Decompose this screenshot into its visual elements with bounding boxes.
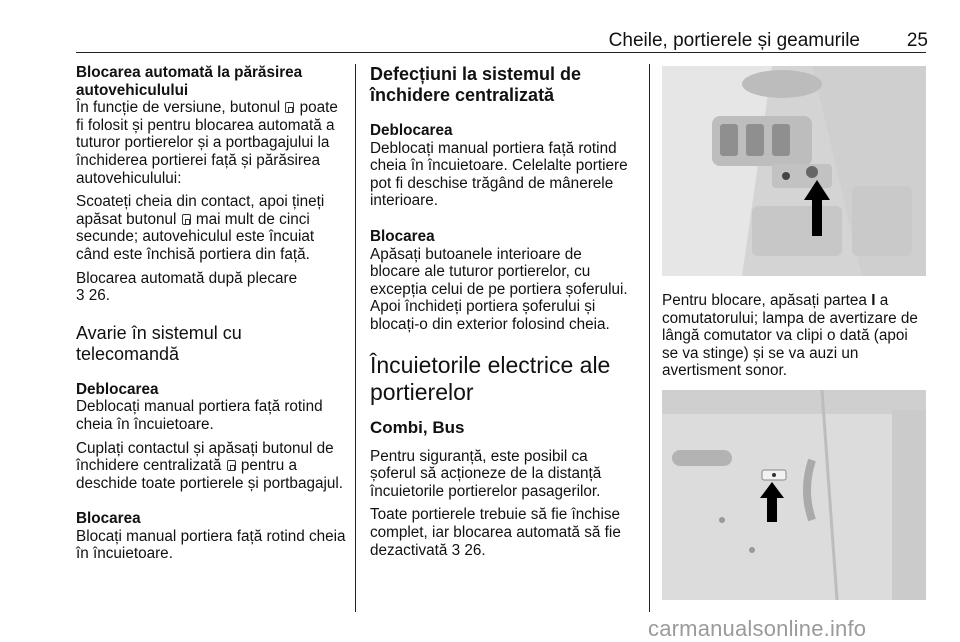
column-1 (76, 64, 346, 569)
central-lock-key-icon (182, 214, 191, 225)
page-header-title: Cheile, portierele și geamurile (608, 30, 860, 51)
heading-unlock: Deblocarea (76, 380, 159, 398)
paragraph-auto-lock-after-start: Blocarea automată după plecare 3 26. (76, 269, 298, 305)
heading-auto-lock: Blocarea automată la părăsirea autovehiculului (76, 64, 303, 99)
heading-lock-2: Blocarea (370, 227, 435, 245)
page-number: 25 (906, 30, 928, 51)
central-lock-key-icon (227, 460, 236, 471)
paragraph-contact: Cuplați contactul și apăsați butonul de închidere centralizată pentru a deschide toate portierele și portbagajul. (76, 439, 344, 492)
central-lock-key-icon (285, 102, 294, 113)
door-panel-illustration (662, 390, 926, 600)
heading-unlock-2: Deblocarea (370, 122, 453, 139)
paragraph-lock: Blocați manual portiera față rotind cheia în încuietoare. (76, 527, 346, 563)
column-divider-1 (355, 64, 356, 612)
page-reference-link[interactable]: 3 26. (76, 287, 111, 305)
dashboard-switch-photo (662, 66, 926, 276)
paragraph-auto-lock-intro: În funcție de versiune, butonul poate fi folosit și pentru blocarea automată a tuturor portierelor și a portbagajului la închiderea portierei față și părăsirea autovehiculului: (76, 99, 338, 187)
paragraph-all-doors: Toate portierele trebuie să fie închise complet, iar blocarea automată să fie dezactivată 3 26. (370, 506, 621, 559)
paragraph-lock-2: Apăsați butoanele interioare de blocare ale tuturor portierelor, cu excepția celui de pe portiera șoferului. Apoi închideți portiera șoferului și blocați-o din exterior folosind cheia. (370, 245, 628, 333)
up-arrow-icon (804, 180, 830, 236)
figure-caption: Pentru blocare, apăsați partea I a comutatorului; lampa de avertizare de lângă comutator va clipi o dată (apoi se va stinge) și se va auzi un avertisment sonor. (662, 292, 918, 380)
switch-part-label: I (871, 292, 876, 309)
paragraph-safety: Pentru siguranță, este posibil ca șoferul să acționeze de la distanță încuietorile portierelor pasagerilor. (370, 447, 602, 500)
page-reference-link[interactable]: 3 26. (451, 541, 486, 559)
column-divider-2 (649, 64, 650, 612)
header-rule (76, 52, 926, 53)
heading-electric-locks: Încuietorile electrice ale portierelor (370, 351, 611, 405)
watermark: carmanualsonline.info (648, 616, 867, 641)
heading-remote-failure: Avarie în sistemul cu telecomandă (76, 322, 242, 364)
paragraph-unlock: Deblocați manual portiera față rotind cheia în încuietoare. (76, 398, 323, 433)
dashboard-switch-illustration (662, 66, 926, 276)
paragraph-unlock-2: Deblocați manual portiera față rotind cheia în încuietoare. Celelalte portiere pot fi deschise trăgând de mânerele interioare. (370, 139, 628, 210)
up-arrow-icon (760, 482, 784, 522)
column-2 (370, 64, 636, 565)
door-panel-photo (662, 390, 926, 600)
heading-combi-bus: Combi, Bus (370, 417, 465, 437)
heading-central-lock-failure: Defecțiuni la sistemul de închidere centralizată (370, 64, 582, 105)
heading-lock: Blocarea (76, 510, 141, 528)
paragraph-auto-lock-hold: Scoateți cheia din contact, apoi țineți apăsat butonul mai mult de cinci secunde; autovehiculul este încuiat când este închisă portiera din față. (76, 193, 325, 263)
